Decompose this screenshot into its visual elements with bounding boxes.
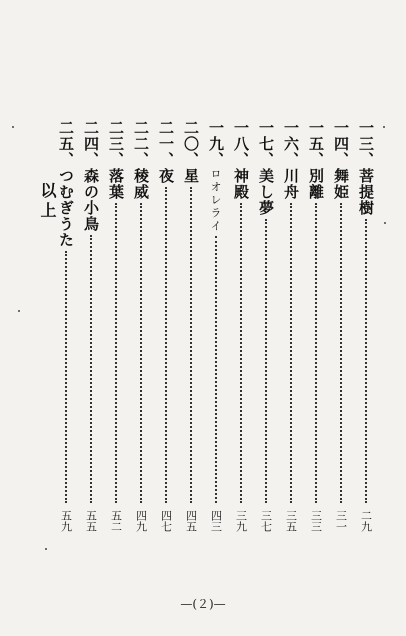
toc-entry [328,120,353,532]
toc-entry-page: 四五 [184,510,198,532]
toc-entry-page: 四三 [209,510,223,532]
dot-leader [315,203,317,503]
toc-entry [253,120,278,532]
toc-entry [278,120,303,532]
toc-entry-page: 五五 [84,510,98,532]
toc-entry-page: 三三 [309,510,323,532]
toc-entry [178,120,203,532]
toc-entry-page: 三一 [334,510,348,532]
toc-entry-number: 二五、 [57,120,75,168]
dot-leader [115,203,117,503]
toc-entry-title: 美し夢 [257,168,275,216]
paper-speck [384,222,386,224]
toc-entry-page: 二九 [359,510,373,532]
toc-entry [203,120,228,532]
toc-entry-number: 一六、 [282,120,300,168]
toc-entry-title: 神殿 [232,168,250,200]
toc-entry-number: 二四、 [82,120,100,168]
paper-speck [383,126,385,128]
toc-entry [128,120,153,532]
toc-entry-title: つむぎうた [57,168,75,248]
toc-entry-number: 二二、 [132,120,150,168]
toc-entry-title: 稜威 [132,168,150,200]
toc-entry [153,120,178,532]
toc-entry-page: 五九 [59,510,73,532]
dot-leader [290,203,292,503]
toc-entry-number: 一七、 [257,120,275,168]
toc-entry [228,120,253,532]
toc-entry-title: 夜 [157,168,175,184]
dot-leader [165,187,167,503]
paper-speck [18,310,20,312]
toc-entry-title: 菩提樹 [357,168,375,216]
toc-entry-page: 四九 [134,510,148,532]
dot-leader [365,219,367,503]
dot-leader [265,219,267,503]
toc-entry [353,120,378,532]
end-mark: 以上 [38,182,57,222]
dot-leader [65,251,67,503]
toc-entry-number: 二三、 [107,120,125,168]
toc-entry-title: 星 [182,168,200,184]
toc-entry-title: 川舟 [282,168,300,200]
dot-leader [190,187,192,503]
toc-entry-number: 一五、 [307,120,325,168]
toc-entry-page: 三五 [284,510,298,532]
toc-entry-number: 二〇、 [182,120,200,168]
toc-entry-page: 三九 [234,510,248,532]
toc-entry-number: 一九、 [207,120,225,168]
dot-leader [140,203,142,503]
toc-entry-title: 落葉 [107,168,125,200]
paper-speck [12,126,14,128]
toc-entry-number: 一四、 [332,120,350,168]
toc-entry-title: 別離 [307,168,325,200]
toc-entry [103,120,128,532]
toc-entry-number: 一八、 [232,120,250,168]
toc-entry-number: 一三、 [357,120,375,168]
paper-speck [45,548,47,550]
toc-entry-page: 四七 [159,510,173,532]
dot-leader [90,235,92,503]
toc-entry [303,120,328,532]
page-number: —(２)— [180,597,226,611]
table-of-contents [53,120,378,532]
toc-entry-number: 二一、 [157,120,175,168]
dot-leader [215,236,217,503]
toc-entry-page: 三七 [259,510,273,532]
toc-entry-page: 五二 [109,510,123,532]
toc-entry [78,120,103,532]
dot-leader [240,203,242,503]
toc-entry-title: 森の小鳥 [82,168,100,232]
toc-entry-title: ロオレライ [209,168,222,233]
toc-entry-title: 舞姫 [332,168,350,200]
dot-leader [340,203,342,503]
